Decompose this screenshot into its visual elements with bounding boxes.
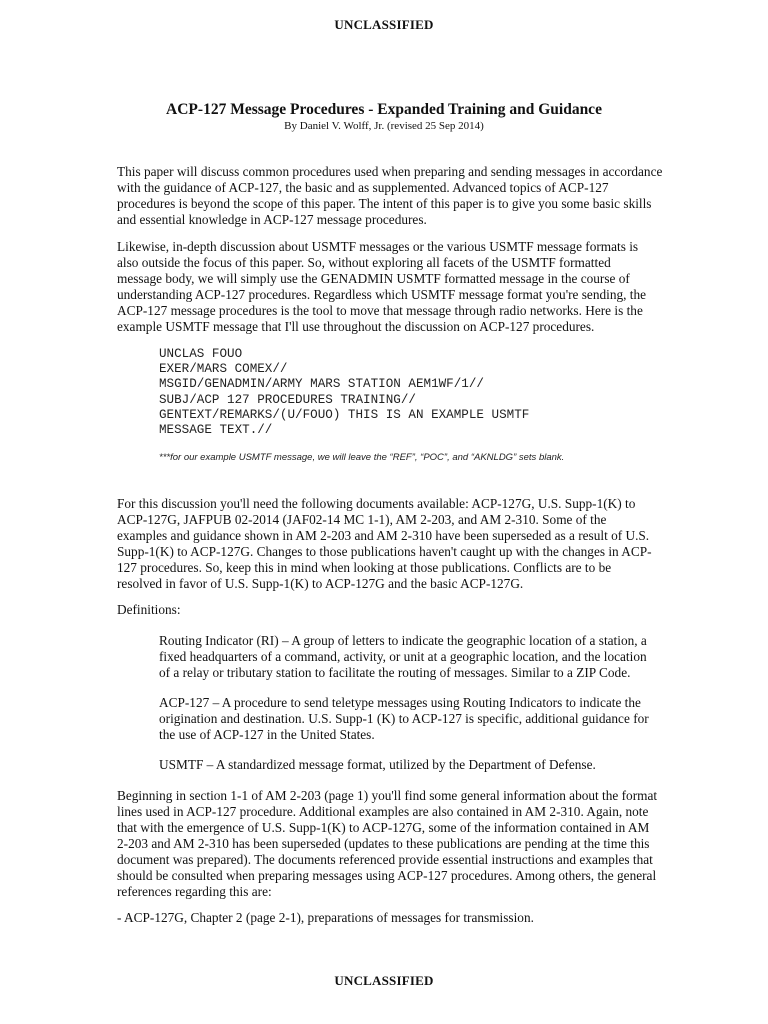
message-line: EXER/MARS COMEX// bbox=[159, 362, 288, 377]
text-line: Supp-1(K) to ACP-127G. Changes to those publications haven't caught up with the changes in ACP- bbox=[117, 544, 652, 559]
text-line: of a relay or tributary station to facilitate the routing of messages. Similar to a ZIP Code. bbox=[159, 665, 631, 680]
text-line: ACP-127 message procedures is the tool to move that message through radio networks. Here is the bbox=[117, 303, 643, 318]
text-line: that with the emergence of U.S. Supp-1(K) to ACP-127G, some of the information contained in AM bbox=[117, 820, 650, 835]
text-line: document was prepared). The documents referenced provide essential instructions and examples that bbox=[117, 852, 653, 867]
text-line: Routing Indicator (RI) – A group of letters to indicate the geographic location of a station, a bbox=[159, 633, 647, 648]
reference-list-item bbox=[117, 910, 657, 926]
text-line: procedures is beyond the scope of this paper. The intent of this paper is to give you some basic skills bbox=[117, 196, 652, 211]
text-line: - ACP-127G, Chapter 2 (page 2-1), preparations of messages for transmission. bbox=[117, 910, 534, 925]
text-line: with the guidance of ACP-127, the basic and as supplemented. Advanced topics of ACP-127 bbox=[117, 180, 609, 195]
definitions-heading bbox=[117, 602, 657, 618]
text-line: message body, we will simply use the GENADMIN USMTF formatted message in the course of bbox=[117, 271, 630, 286]
text-line: Definitions: bbox=[117, 602, 181, 617]
footer-classification: UNCLASSIFIED bbox=[334, 973, 434, 988]
text-line: examples and guidance shown in AM 2-203 and AM 2-310 have been superseded as a result of U.S. bbox=[117, 528, 650, 543]
text-line: example USMTF message that I'll use throughout the discussion on ACP-127 procedures. bbox=[117, 319, 595, 334]
message-line: SUBJ/ACP 127 PROCEDURES TRAINING// bbox=[159, 392, 416, 407]
text-line: Beginning in section 1-1 of AM 2-203 (page 1) you'll find some general information about the format bbox=[117, 788, 658, 803]
text-line: fixed headquarters of a command, activity, or unit at a geographic location, and the location bbox=[159, 649, 647, 664]
paragraph-intro bbox=[117, 164, 663, 228]
document-title: ACP-127 Message Procedures - Expanded Training and Guidance bbox=[166, 101, 602, 118]
paragraph-references bbox=[117, 788, 657, 900]
text-line: ACP-127 – A procedure to send teletype messages using Routing Indicators to indicate the bbox=[159, 695, 641, 710]
paragraph-usmtf bbox=[117, 239, 657, 335]
message-line: MESSAGE TEXT.// bbox=[159, 423, 273, 438]
text-line: references regarding this are: bbox=[117, 884, 272, 899]
definition-usmtf bbox=[159, 757, 659, 773]
paragraph-documents bbox=[117, 496, 657, 592]
example-footnote: ***for our example USMTF message, we will leave the “REF”, “POC”, and “AKNLDG” sets blank. bbox=[159, 452, 565, 463]
text-line: and essential knowledge in ACP-127 message procedures. bbox=[117, 212, 427, 227]
text-line: ACP-127G, JAFPUB 02-2014 (JAF02-14 MC 1-1), AM 2-203, and AM 2-310. Some of the bbox=[117, 512, 607, 527]
definition-acp-127 bbox=[159, 695, 659, 743]
header-classification: UNCLASSIFIED bbox=[334, 17, 434, 32]
text-line: 2-203 and AM 2-310 has been superseded (updates to these publications are pending at the time this bbox=[117, 836, 650, 851]
text-line: the use of ACP-127 in the United States. bbox=[159, 727, 375, 742]
text-line: should be consulted when preparing messages using ACP-127 procedures. Among others, the general bbox=[117, 868, 657, 883]
text-line: understanding ACP-127 procedures. Regardless which USMTF message format you're sending, the bbox=[117, 287, 647, 302]
text-line: resolved in favor of U.S. Supp-1(K) to ACP-127G and the basic ACP-127G. bbox=[117, 576, 524, 591]
message-line: UNCLAS FOUO bbox=[159, 347, 243, 361]
text-line: also outside the focus of this paper. So, without exploring all facets of the USMTF formatted bbox=[117, 255, 611, 270]
text-line: origination and destination. U.S. Supp-1 (K) to ACP-127 is specific, additional guidance for bbox=[159, 711, 649, 726]
example-message-block bbox=[159, 347, 529, 438]
definition-routing-indicator bbox=[159, 633, 659, 681]
text-line: For this discussion you'll need the following documents available: ACP-127G, U.S. Supp-1(K) to bbox=[117, 496, 636, 511]
message-line: MSGID/GENADMIN/ARMY MARS STATION AEM1WF/1// bbox=[159, 377, 484, 392]
text-line: This paper will discuss common procedures used when preparing and sending messages in accordance bbox=[117, 164, 663, 179]
text-line: USMTF – A standardized message format, utilized by the Department of Defense. bbox=[159, 757, 596, 772]
text-line: Likewise, in-depth discussion about USMTF messages or the various USMTF message formats is bbox=[117, 239, 639, 254]
message-line: GENTEXT/REMARKS/(U/FOUO) THIS IS AN EXAMPLE USMTF bbox=[159, 407, 530, 422]
document-byline: By Daniel V. Wolff, Jr. (revised 25 Sep 2014) bbox=[284, 120, 484, 132]
text-line: lines used in ACP-127 procedure. Additional examples are also contained in AM 2-310. Again, note bbox=[117, 804, 649, 819]
text-line: 127 procedures. So, keep this in mind when looking at those publications. Conflicts are to be bbox=[117, 560, 612, 575]
